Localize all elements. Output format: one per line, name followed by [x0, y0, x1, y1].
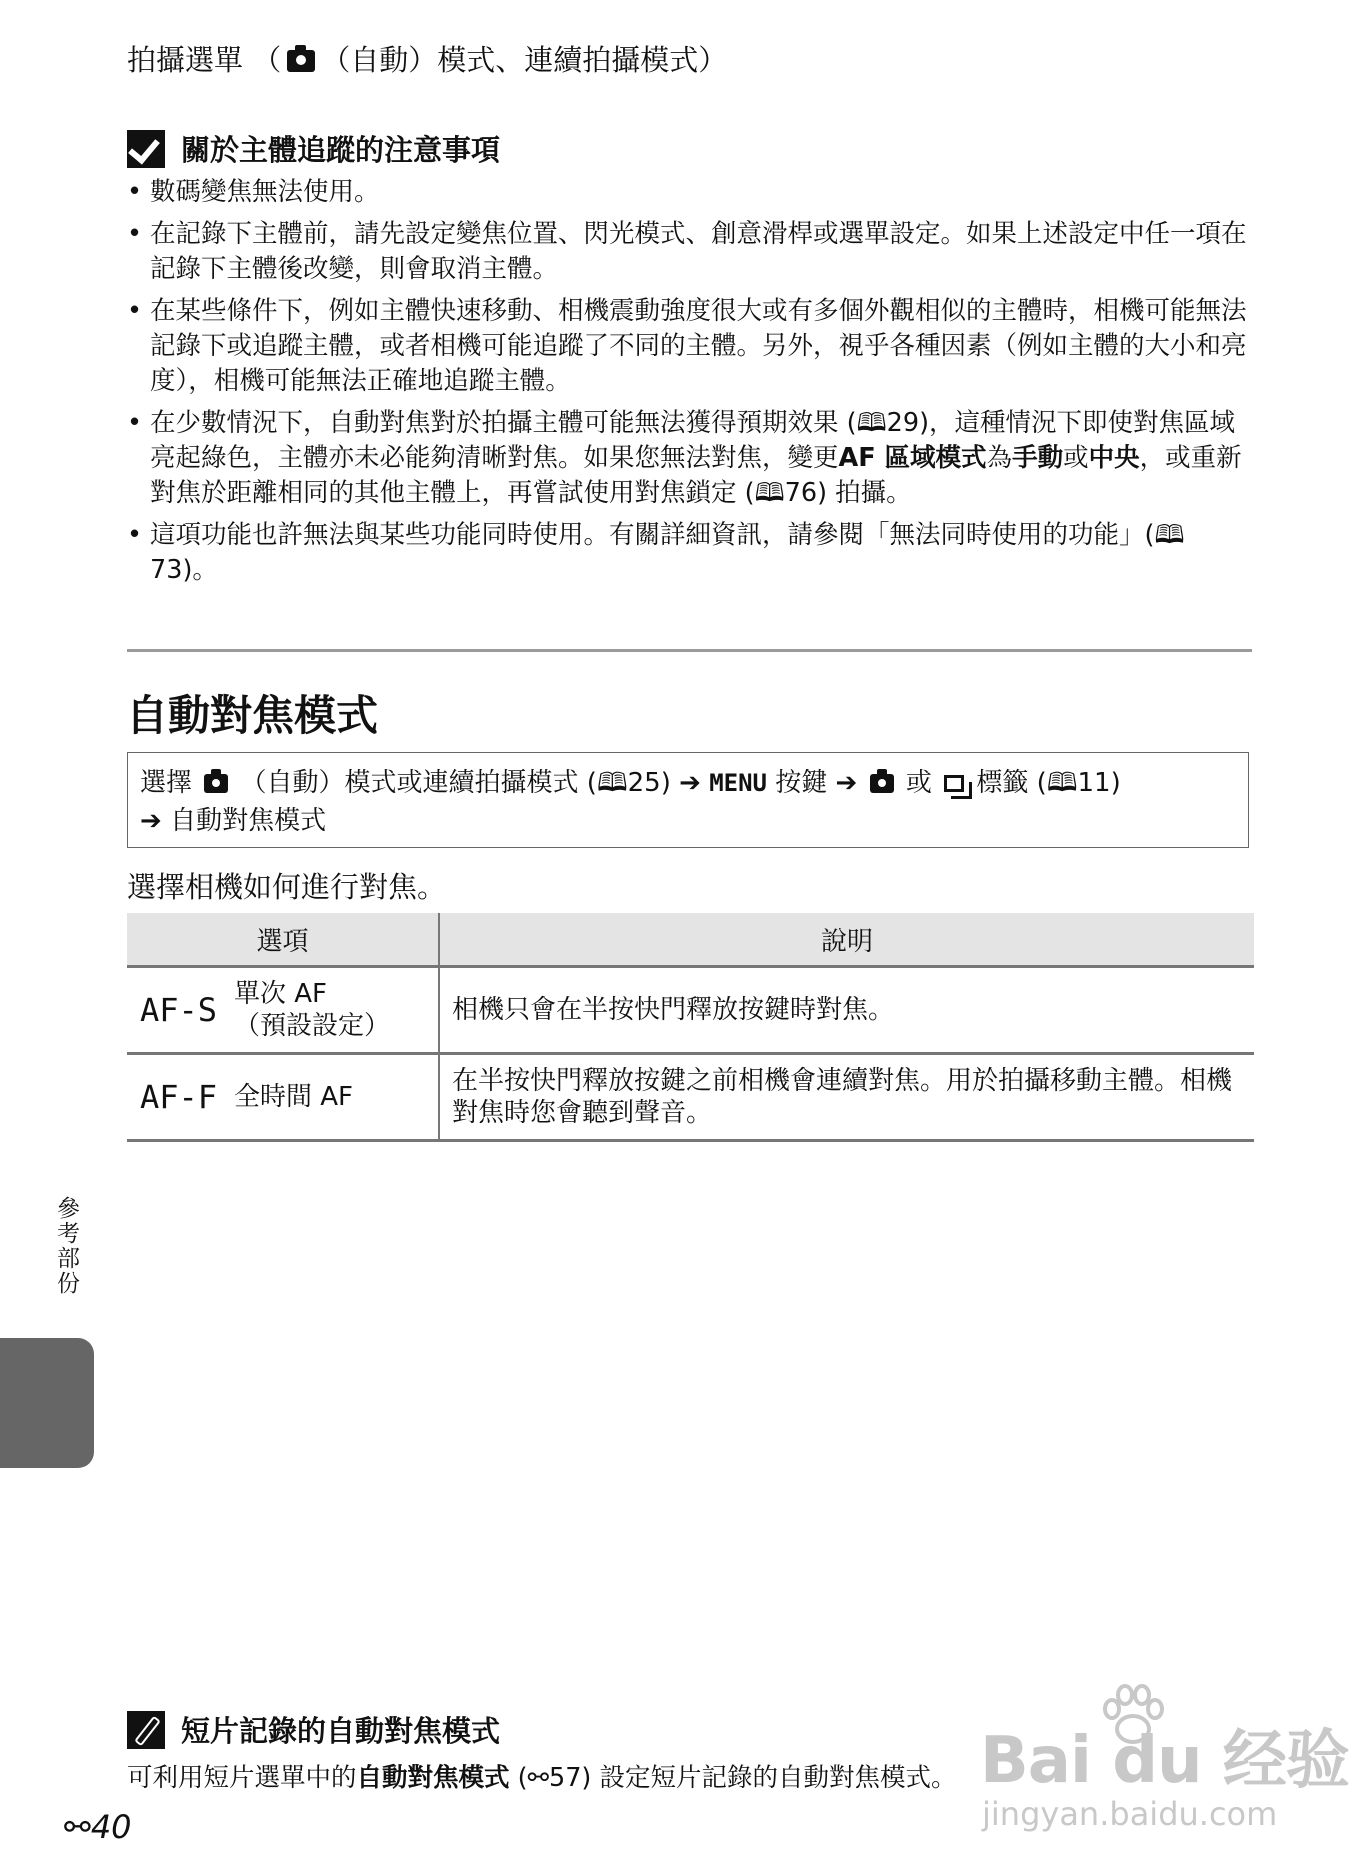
- list-item: • 在某些條件下，例如主體快速移動、相機震動強度很大或有多個外觀相似的主體時，相機可能無法記錄下或追蹤主體，或者相機可能追蹤了不同的主體。另外，視乎各種因素（例如主體的大小和亮度），相機可能無法正確地追蹤主體。: [127, 294, 1252, 399]
- arrow-right-icon: ➔: [835, 768, 858, 798]
- section-title: 自動對焦模式: [126, 691, 379, 740]
- option-cell: [127, 967, 439, 1054]
- text-span: 按鍵: [775, 768, 828, 798]
- header-suffix: （自動）模式、連續拍攝模式）: [321, 43, 728, 77]
- menu-term: 中央: [1088, 443, 1140, 473]
- text-span: ，或重新對焦於距離相同的其他主體上，再嘗試使用對焦鎖定 (: [150, 443, 1242, 508]
- page-ref[interactable]: 73: [150, 555, 183, 585]
- text-span: )，這種情況下即使對焦區域亮起綠色，主體亦未必能夠清晰對焦。如果您無法對焦，變更: [150, 408, 1236, 473]
- description-cell: 在半按快門釋放按鍵之前相機會連續對焦。用於拍攝移動主體。相機對焦時您會聽到聲音。: [439, 1054, 1254, 1141]
- text-span: ) 拍攝。: [817, 478, 912, 508]
- text-span: 選擇: [140, 768, 193, 798]
- column-header: 說明: [439, 913, 1254, 967]
- option-name: 全時間 AF: [234, 1082, 354, 1112]
- page-ref[interactable]: 57: [548, 1763, 582, 1793]
- book-icon: 🕮: [596, 768, 628, 798]
- text-span: 或: [1063, 443, 1089, 473]
- header-prefix: 拍攝選單 （: [127, 43, 282, 77]
- page-ref[interactable]: 11: [1077, 768, 1111, 798]
- text-span: )。: [182, 555, 218, 585]
- check-icon: [127, 130, 165, 168]
- option-name-line: （預設設定）: [234, 1011, 391, 1041]
- running-header: [127, 38, 727, 79]
- reference-section-icon: ⚯: [64, 1808, 91, 1846]
- reference-section-icon: ⚯: [527, 1763, 549, 1793]
- book-icon: 🕮: [856, 408, 887, 438]
- watermark: [980, 1683, 1349, 1833]
- options-table: [127, 913, 1254, 1142]
- note-title: [127, 128, 500, 169]
- option-name: [234, 978, 390, 1042]
- note-title-text: 關於主體追蹤的注意事項: [181, 133, 501, 167]
- option-code: AF-F: [140, 1078, 218, 1116]
- text-span: 在少數情況下，自動對焦對於拍攝主體可能無法獲得預期效果 (: [150, 408, 857, 438]
- table-row: [127, 967, 1254, 1054]
- table-row: [127, 1054, 1254, 1141]
- side-section-label: 參考部份: [53, 1196, 79, 1296]
- text-span: ): [660, 768, 671, 798]
- section-intro: 選擇相機如何進行對焦。: [127, 870, 447, 904]
- option-name-line: 單次 AF: [234, 979, 328, 1009]
- option-cell: [127, 1054, 439, 1141]
- text-span: 為: [986, 443, 1013, 473]
- column-header: 選項: [127, 913, 439, 967]
- option-code: AF-S: [140, 991, 218, 1029]
- page-ref[interactable]: 76: [784, 478, 818, 508]
- description-cell: 相機只會在半按快門釋放按鍵時對焦。: [439, 967, 1254, 1054]
- pencil-icon: [127, 1711, 165, 1749]
- list-item: [127, 518, 1252, 588]
- text-span: (: [509, 1763, 528, 1793]
- side-thumb-tab: [0, 1338, 94, 1468]
- book-icon: 🕮: [754, 478, 785, 508]
- page-number-text: 40: [90, 1808, 132, 1846]
- text-span: （自動）模式或連續拍攝模式 (: [240, 768, 597, 798]
- menu-button-label: MENU: [709, 769, 767, 797]
- page-ref[interactable]: 25: [627, 768, 661, 798]
- page-number: [64, 1808, 132, 1846]
- camera-icon: [870, 774, 894, 793]
- arrow-right-icon: ➔: [679, 768, 701, 798]
- note2-title-text: 短片記錄的自動對焦模式: [181, 1714, 501, 1748]
- menu-path-box: [127, 752, 1249, 848]
- arrow-right-icon: ➔: [140, 806, 162, 836]
- text-span: ) 設定短片記錄的自動對焦模式。: [581, 1763, 957, 1793]
- book-icon: 🕮: [1154, 520, 1185, 550]
- menu-term: 自動對焦模式: [356, 1763, 510, 1793]
- text-span: 這項功能也許無法與某些功能同時使用。有關詳細資訊，請參閱「無法同時使用的功能」(: [150, 520, 1155, 550]
- list-item: [127, 406, 1252, 511]
- camera-icon: [287, 50, 315, 72]
- continuous-mode-icon: [944, 775, 964, 792]
- menu-term: 手動: [1012, 443, 1064, 473]
- section-divider: [127, 649, 1252, 652]
- table-header-row: [127, 913, 1254, 967]
- page-ref[interactable]: 29: [886, 408, 920, 438]
- text-span: 可利用短片選單中的: [127, 1763, 357, 1793]
- camera-icon: [204, 774, 228, 793]
- list-item: • 在記錄下主體前，請先設定變焦位置、閃光模式、創意滑桿或選單設定。如果上述設定中任一項在記錄下主體後改變，則會取消主體。: [127, 217, 1252, 287]
- list-item: • 數碼變焦無法使用。: [127, 175, 1252, 210]
- watermark-url: jingyan.baidu.com: [982, 1795, 1278, 1833]
- note-bullet-list: [127, 175, 1252, 595]
- text-span: ): [1110, 768, 1121, 798]
- book-icon: 🕮: [1046, 768, 1078, 798]
- text-span: 標籤 (: [976, 768, 1047, 798]
- watermark-logo-text: Bai du 经验: [980, 1724, 1349, 1798]
- note2-body: [127, 1758, 956, 1794]
- menu-term: AF 區域模式: [838, 443, 987, 473]
- text-span: 自動對焦模式: [170, 806, 327, 836]
- note2-title: [127, 1709, 500, 1750]
- text-span: 或: [905, 768, 932, 798]
